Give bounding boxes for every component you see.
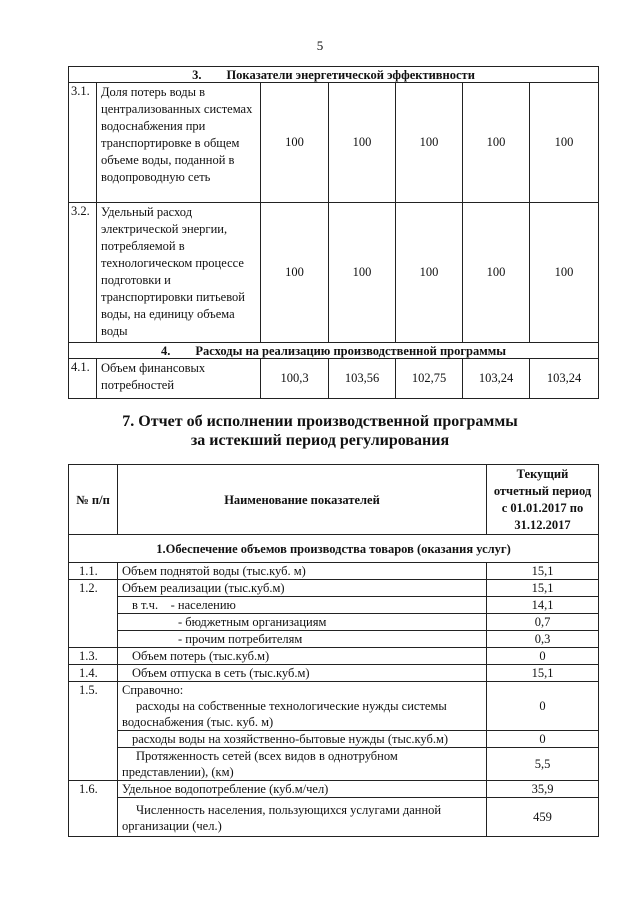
- row-number: 4.1.: [69, 359, 97, 399]
- table-row: [69, 665, 599, 682]
- row-number: 1.3.: [69, 648, 118, 665]
- indicator-name: Удельное водопотребление (куб.м/чел): [118, 781, 487, 798]
- program-report-table: [68, 464, 599, 837]
- value-cell: 5,5: [487, 748, 599, 781]
- indicator-name: Численность населения, пользующихся услугами данной организации (чел.): [118, 798, 487, 837]
- section-4-title: 4. Расходы на реализацию производственной программы: [69, 343, 599, 359]
- value-cell: 103,24: [530, 359, 599, 399]
- value-cell: 100: [396, 203, 463, 343]
- value-cell: 35,9: [487, 781, 599, 798]
- indicator-name: Объем поднятой воды (тыс.куб. м): [118, 563, 487, 580]
- table-row: [69, 580, 599, 597]
- row-number: 1.6.: [69, 781, 118, 837]
- table-row: [69, 748, 599, 781]
- indicator-name: [118, 682, 487, 731]
- value-cell: 15,1: [487, 580, 599, 597]
- value-cell: 100: [463, 83, 530, 203]
- header-row: [69, 465, 599, 535]
- value-cell: 103,56: [329, 359, 396, 399]
- value-cell: 100: [329, 203, 396, 343]
- indicator-name: Объем реализации (тыс.куб.м): [118, 580, 487, 597]
- header-indicator-name: Наименование показателей: [118, 465, 487, 535]
- table-row: [69, 597, 599, 614]
- section-7-heading: [0, 412, 640, 450]
- value-cell: 459: [487, 798, 599, 837]
- header-number: № п/п: [69, 465, 118, 535]
- value-cell: 15,1: [487, 563, 599, 580]
- value-cell: 100,3: [261, 359, 329, 399]
- row-number: 1.2.: [69, 580, 118, 648]
- value-cell: 100: [261, 203, 329, 343]
- table-row: [69, 203, 599, 343]
- value-cell: 0,7: [487, 614, 599, 631]
- table-row: [69, 83, 599, 203]
- value-cell: 100: [261, 83, 329, 203]
- indicator-name: Объем отпуска в сеть (тыс.куб.м): [118, 665, 487, 682]
- indicator-name: Доля потерь воды в централизованных системах водоснабжения при транспортировке в общем объеме воды, поданной в водопроводную сеть: [97, 83, 261, 203]
- value-cell: 0: [487, 731, 599, 748]
- reference-label: Справочно:: [122, 683, 184, 697]
- section-7-title-line-1: 7. Отчет об исполнении производственной программы: [122, 413, 518, 430]
- header-current-period: Текущий отчетный период с 01.01.2017 по 31.12.2017: [487, 465, 599, 535]
- section-3-row: [69, 67, 599, 83]
- value-cell: 100: [530, 203, 599, 343]
- indicator-name: расходы воды на хозяйственно-бытовые нужды (тыс.куб.м): [118, 731, 487, 748]
- indicator-name: - бюджетным организациям: [118, 614, 487, 631]
- row-number: 3.1.: [69, 83, 97, 203]
- efficiency-table: [68, 66, 599, 399]
- table-row: [69, 563, 599, 580]
- indicator-name: Объем потерь (тыс.куб.м): [118, 648, 487, 665]
- indicator-name: в т.ч. - населению: [118, 597, 487, 614]
- section-3-title: 3. Показатели энергетической эффективности: [69, 67, 599, 83]
- table-row: [69, 631, 599, 648]
- table-row: [69, 682, 599, 731]
- value-cell: 0,3: [487, 631, 599, 648]
- table-row: [69, 614, 599, 631]
- value-cell: 100: [463, 203, 530, 343]
- section-1-row: [69, 535, 599, 563]
- value-cell: 103,24: [463, 359, 530, 399]
- value-cell: 0: [487, 648, 599, 665]
- value-cell: 14,1: [487, 597, 599, 614]
- section-7-title-line-2: за истекший период регулирования: [190, 432, 450, 449]
- value-cell: 15,1: [487, 665, 599, 682]
- indicator-name: Удельный расход электрической энергии, потребляемой в технологическом процессе подготовки и транспортировки питьевой воды, на единицу объема воды: [97, 203, 261, 343]
- table-row: [69, 781, 599, 798]
- table-row: [69, 359, 599, 399]
- value-cell: 0: [487, 682, 599, 731]
- row-number: 1.1.: [69, 563, 118, 580]
- value-cell: 102,75: [396, 359, 463, 399]
- row-number: 1.5.: [69, 682, 118, 781]
- row-number: 1.4.: [69, 665, 118, 682]
- value-cell: 100: [530, 83, 599, 203]
- value-cell: 100: [329, 83, 396, 203]
- indicator-text: расходы на собственные технологические нужды системы водоснабжения (тыс. куб. м): [122, 699, 447, 729]
- page-number: 5: [316, 38, 324, 53]
- table-row: [69, 648, 599, 665]
- indicator-name: Протяженность сетей (всех видов в однотрубном представлении), (км): [118, 748, 487, 781]
- row-number: 3.2.: [69, 203, 97, 343]
- value-cell: 100: [396, 83, 463, 203]
- indicator-name: Объем финансовых потребностей: [97, 359, 261, 399]
- section-4-row: [69, 343, 599, 359]
- indicator-name: - прочим потребителям: [118, 631, 487, 648]
- section-1-title: 1.Обеспечение объемов производства товаров (оказания услуг): [69, 535, 599, 563]
- table-row: [69, 798, 599, 837]
- table-row: [69, 731, 599, 748]
